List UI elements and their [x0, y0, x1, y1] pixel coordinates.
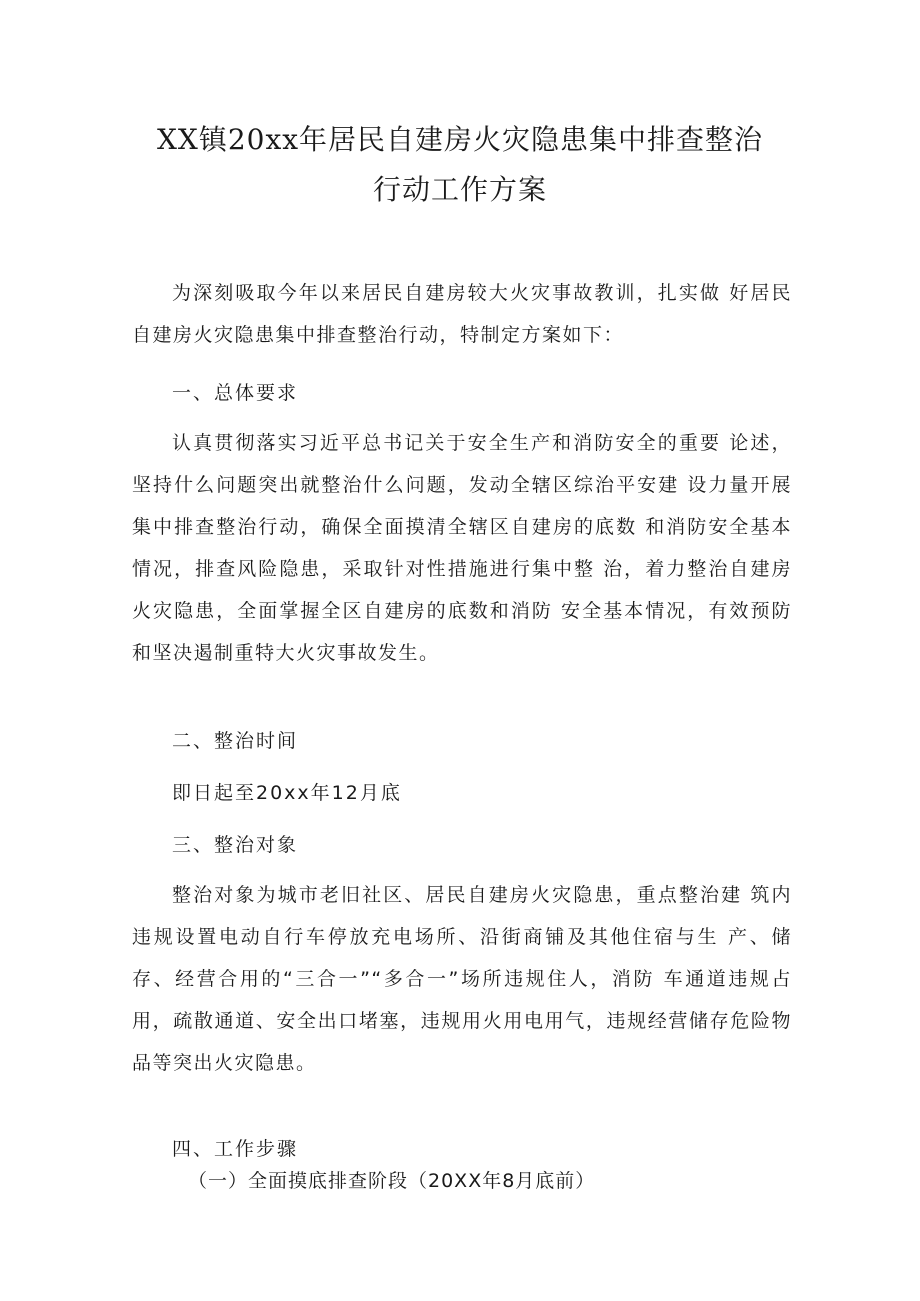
- section4-subheading: （一）全面摸底排查阶段（20XX年8月底前）: [188, 1170, 596, 1192]
- document-title-line1: XX镇20xx年居民自建房火灾隐患集中排查整治: [156, 123, 764, 156]
- section3-heading: 三、整治对象: [172, 834, 299, 856]
- section2-body: 即日起至20xx年12月底: [172, 782, 402, 804]
- section4-heading: 四、工作步骤: [172, 1138, 299, 1160]
- intro-paragraph: 为深刻吸取今年以来居民自建房较大火灾事故教训，扎实做 好居民自建房火灾隐患集中排查整治行动，特制定方案如下：: [132, 282, 792, 346]
- document-title-line2: 行动工作方案: [372, 173, 547, 206]
- section3-body: 整治对象为城市老旧社区、居民自建房火灾隐患，重点整治建 筑内违规设置电动自行车停放充电场所、沿街商铺及其他住宿与生 产、储存、经营合用的“三合一”“多合一”场所违规住人，消防 车通道违规占用，疏散通道、安全出口堵塞，违规用火用电用气，违规经营储存危险物品等突出火灾隐患。: [132, 884, 792, 1074]
- section2-heading: 二、整治时间: [172, 730, 299, 752]
- section1-body: 认真贯彻落实习近平总书记关于安全生产和消防安全的重要 论述，坚持什么问题突出就整治什么问题，发动全辖区综治平安建 设力量开展集中排查整治行动，确保全面摸清全辖区自建房的底数 和消防安全基本情况，排查风险隐患，采取针对性措施进行集中整 治，着力整治自建房火灾隐患，全面掌握全区自建房的底数和消防 安全基本情况，有效预防和坚决遏制重特大火灾事故发生。: [132, 432, 792, 664]
- section1-heading: 一、总体要求: [172, 382, 299, 404]
